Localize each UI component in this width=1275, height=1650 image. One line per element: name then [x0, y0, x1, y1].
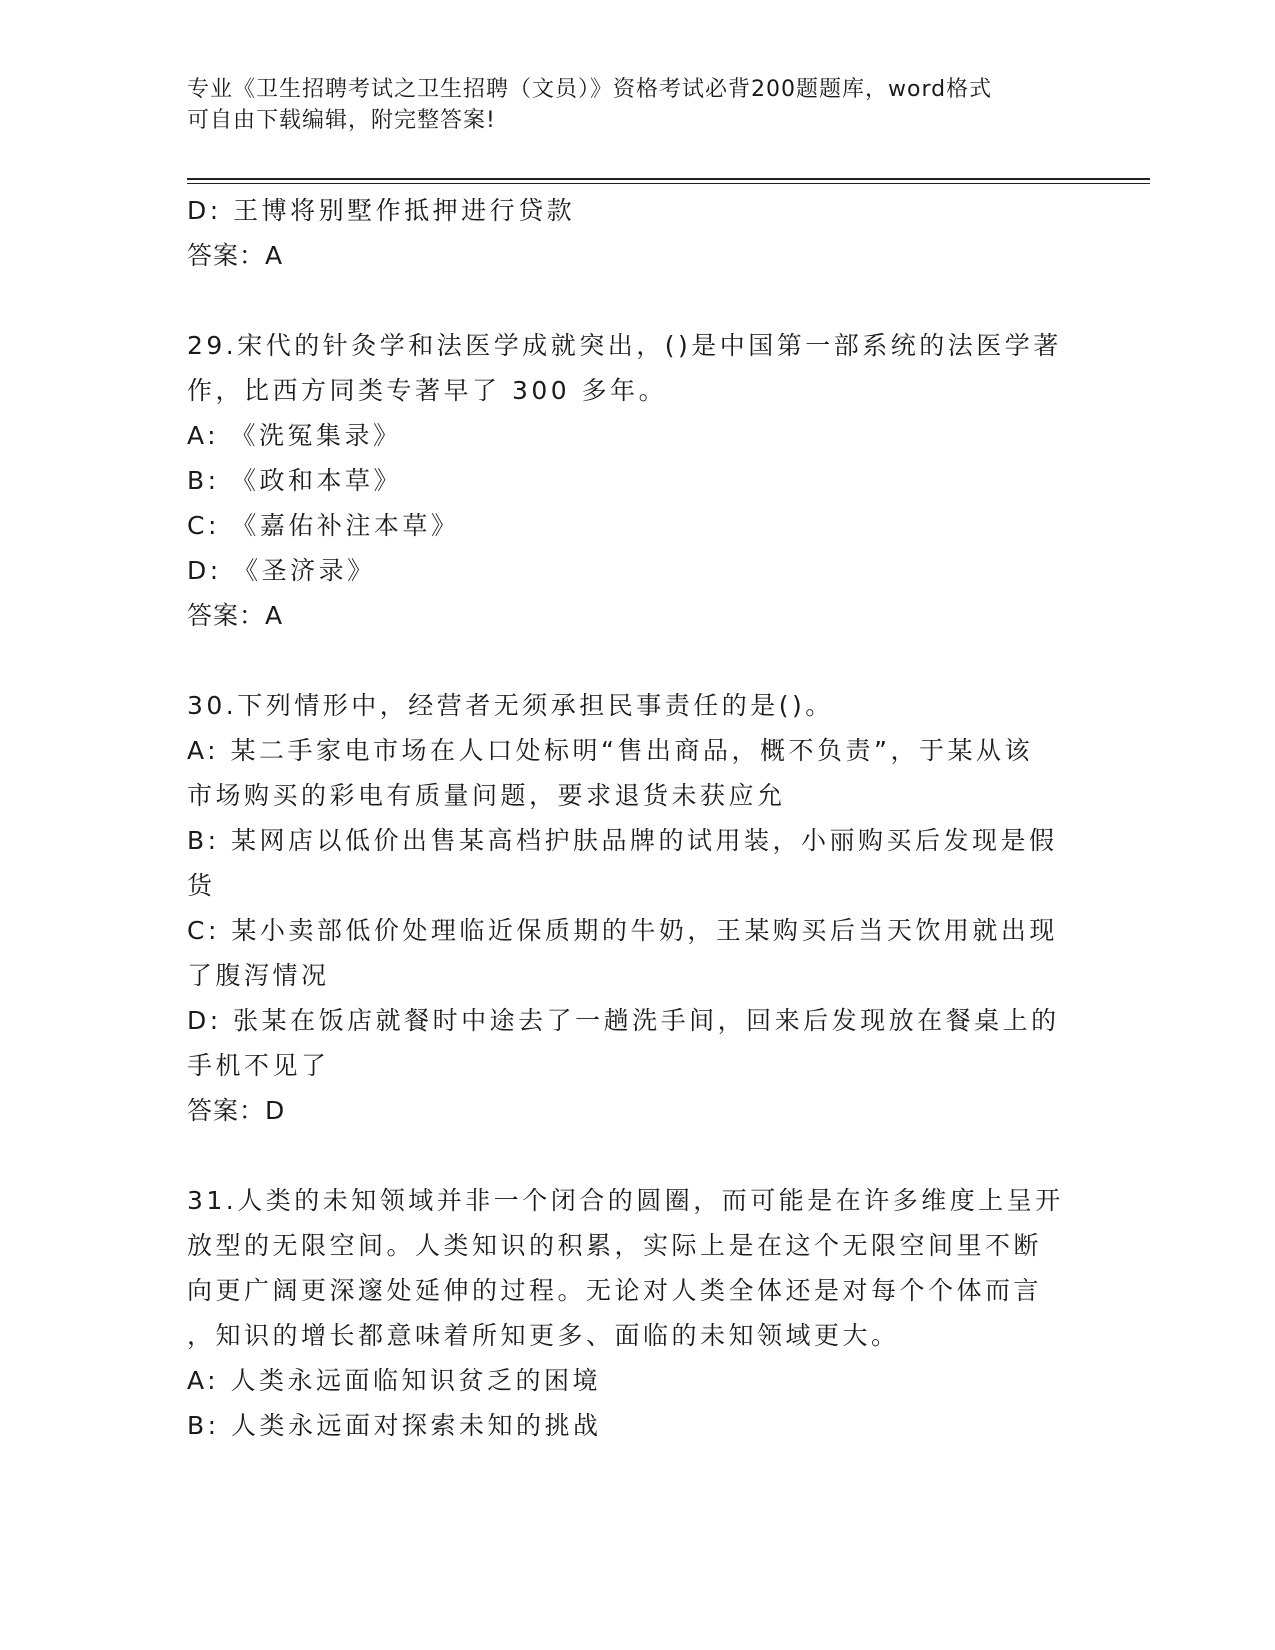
spacer [187, 278, 1107, 323]
spacer [187, 638, 1107, 683]
question-30-stem-line-1: 30.下列情形中，经营者无须承担民事责任的是()。 [187, 691, 834, 720]
question-31-option-b: B: 人类永远面对探索未知的挑战 [187, 1411, 602, 1440]
question-29-stem-line-2: 作，比西方同类专著早了 300 多年。 [187, 376, 668, 405]
question-31-option-a: A: 人类永远面临知识贫乏的困境 [187, 1366, 602, 1395]
question-30-option-a-line-2: 市场购买的彩电有质量问题，要求退货未获应允 [187, 781, 786, 810]
document-header [187, 74, 1087, 136]
prev-answer: 答案：A [187, 241, 284, 270]
question-30-option-b-line-2: 货 [187, 871, 216, 900]
question-30-option-d-line-1: D: 张某在饭店就餐时中途去了一趟洗手间，回来后发现放在餐桌上的 [187, 1006, 1060, 1035]
question-31-stem-line-1: 31.人类的未知领域并非一个闭合的圆圈，而可能是在许多维度上呈开 [187, 1186, 1064, 1215]
header-divider-thick [187, 178, 1150, 180]
spacer [187, 1133, 1107, 1178]
question-29-answer: 答案：A [187, 601, 284, 630]
question-30-option-d-line-2: 手机不见了 [187, 1051, 330, 1080]
question-29 [187, 323, 1107, 638]
document-body [187, 188, 1107, 1448]
question-31 [187, 1178, 1107, 1448]
question-31-stem-line-2: 放型的无限空间。人类知识的积累，实际上是在这个无限空间里不断 [187, 1231, 1043, 1260]
question-30-option-c-line-1: C: 某小卖部低价处理临近保质期的牛奶，王某购买后当天饮用就出现 [187, 916, 1058, 945]
question-30-option-a-line-1: A: 某二手家电市场在人口处标明“售出商品，概不负责”，于某从该 [187, 736, 1033, 765]
question-30-answer: 答案：D [187, 1096, 286, 1125]
question-30-option-b-line-1: B: 某网店以低价出售某高档护肤品牌的试用装，小丽购买后发现是假 [187, 826, 1058, 855]
question-29-option-b: B: 《政和本草》 [187, 466, 403, 495]
question-30 [187, 683, 1107, 1133]
question-31-stem-line-4: ，知识的增长都意味着所知更多、面临的未知领域更大。 [187, 1321, 900, 1350]
question-29-option-a: A: 《洗冤集录》 [187, 421, 402, 450]
header-line-1: 专业《卫生招聘考试之卫生招聘（文员）》资格考试必背200题题库，word格式 [187, 77, 993, 102]
header-divider-thin [187, 183, 1150, 184]
question-29-stem-line-1: 29.宋代的针灸学和法医学成就突出，()是中国第一部系统的法医学著 [187, 331, 1062, 360]
header-line-2: 可自由下载编辑，附完整答案! [187, 108, 496, 133]
prev-option-d: D: 王博将别墅作抵押进行贷款 [187, 196, 576, 225]
question-29-option-d: D: 《圣济录》 [187, 556, 376, 585]
question-31-stem-line-3: 向更广阔更深邃处延伸的过程。无论对人类全体还是对每个个体而言 [187, 1276, 1043, 1305]
question-30-option-c-line-2: 了腹泻情况 [187, 961, 330, 990]
question-29-option-c: C: 《嘉佑补注本草》 [187, 511, 460, 540]
